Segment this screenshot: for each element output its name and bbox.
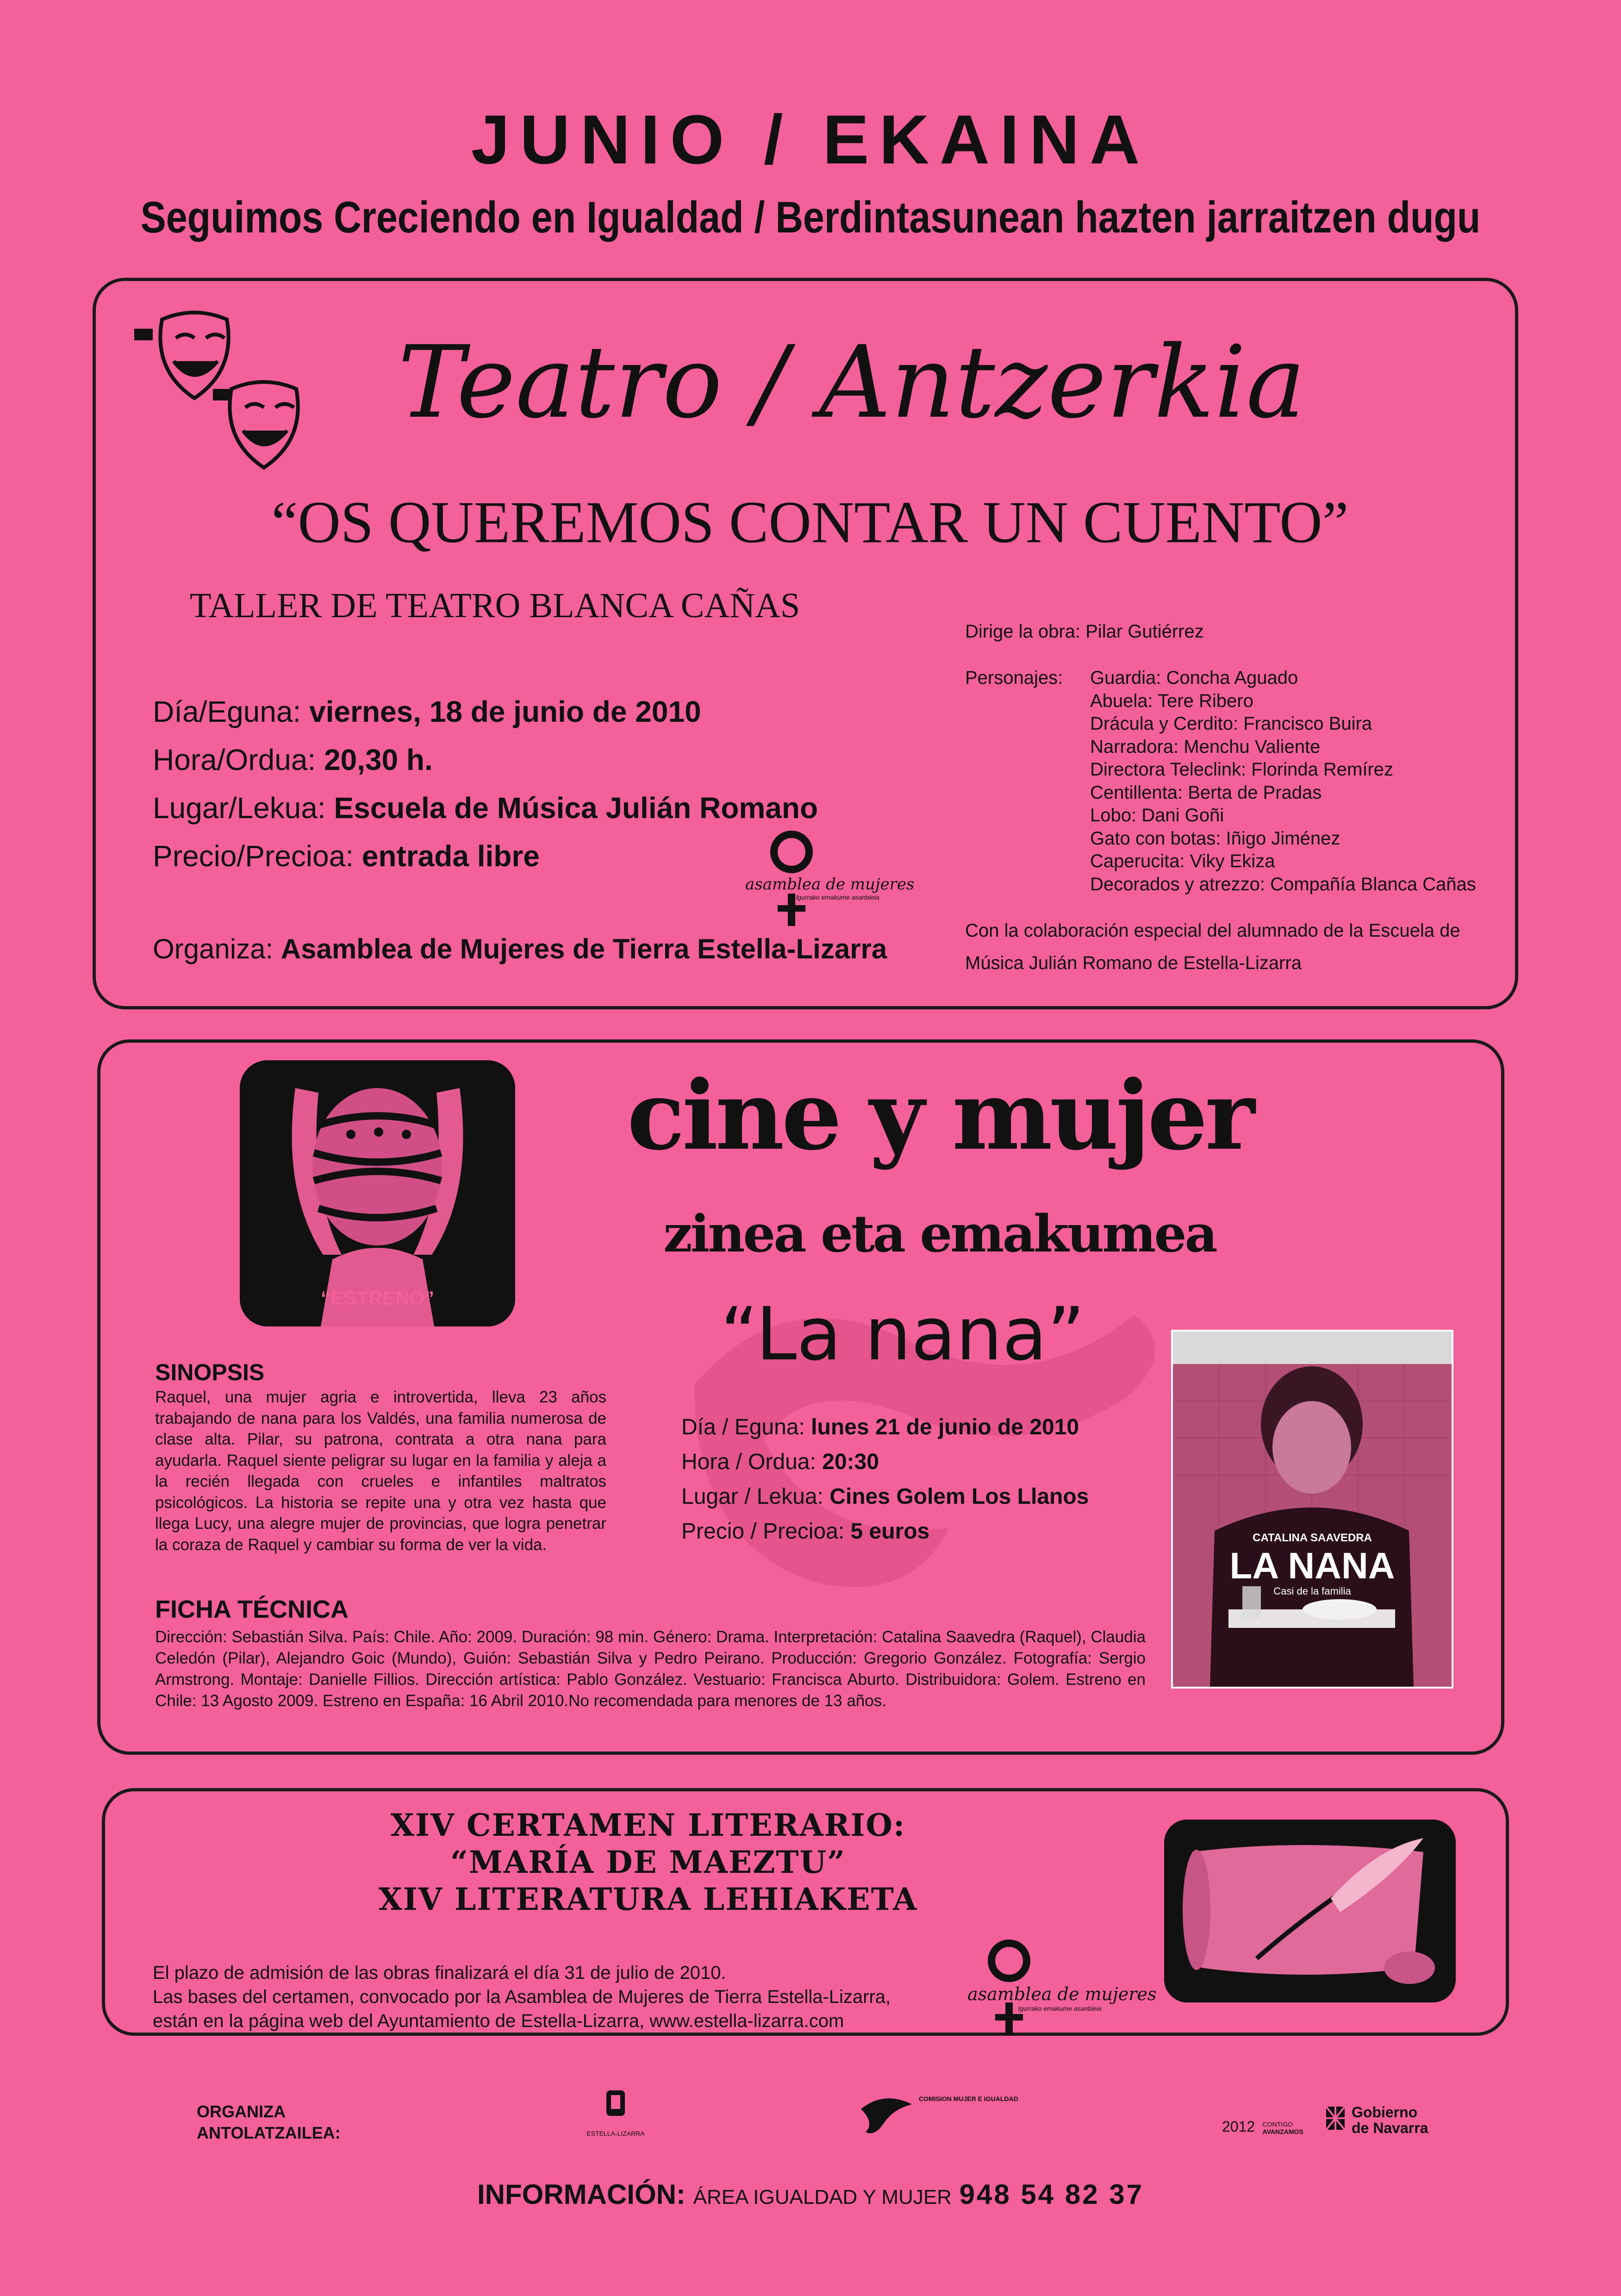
cast-item: Drácula y Cerdito: Francisco Buira bbox=[1090, 713, 1372, 734]
asamblea-logo: asamblea de mujeres lgurrako emakume asanbleia bbox=[963, 1938, 1157, 2035]
teatro-time: Hora/Ordua: 20,30 h. bbox=[153, 743, 433, 776]
certamen-line-3: XIV LITERATURA LEHIAKETA bbox=[378, 1881, 918, 1917]
gobierno-navarra-logo bbox=[1324, 2102, 1347, 2137]
navarra-shield-icon bbox=[1324, 2102, 1347, 2134]
cast-label: Personajes: bbox=[965, 668, 1063, 688]
certamen-line-2: “MARÍA DE MAEZTU” bbox=[450, 1844, 846, 1880]
poster-actress: CATALINA SAAVEDRA bbox=[1253, 1532, 1372, 1544]
collaboration-note: Con la colaboración especial del alumnado de la Escuela de Música Julián Romano de Estella-Lizarra bbox=[965, 920, 1460, 973]
cine-time: Hora / Ordua: 20:30 bbox=[681, 1450, 879, 1474]
cast-names bbox=[1090, 667, 1476, 896]
teatro-price: Precio/Precioa: entrada libre bbox=[153, 839, 540, 873]
film-poster bbox=[1171, 1330, 1453, 1689]
scroll-quill-image bbox=[1164, 1820, 1456, 2002]
cast-item: Guardia: Concha Aguado bbox=[1090, 668, 1298, 688]
cast-item: Lobo: Dani Goñi bbox=[1090, 805, 1224, 826]
cine-place: Lugar / Lekua: Cines Golem Los Llanos bbox=[681, 1484, 1089, 1509]
estreno-badge: “ESTRENO” bbox=[320, 1287, 435, 1309]
cast-item: Decorados y atrezzo: Compañía Blanca Cañas bbox=[1090, 874, 1476, 895]
cast-item: Abuela: Tere Ribero bbox=[1090, 690, 1253, 711]
ficha-text: Dirección: Sebastián Silva. País: Chile. Año: 2009. Duración: 98 min. Género: Drama. Interpretación: Catalina Saavedra (Raquel), Claudia Celedón (Pilar), Alejandro Goic (Mundo), Guión: Sebastián Silva y Pedro Peirano. Producción: Gregorio González. Fotografía: Sergio Armstrong. Montaje: Danielle Fillios. Dirección artística: Pablo González. Vestuario: Francisca Aburto. Distribuidora: Golem. Estreno en Chile: 13 Agosto 2009. Estreno en España: 16 Abril 2010.No recomendada para menores de 13 años. bbox=[155, 1628, 1146, 1710]
cast-item: Caperucita: Viky Ekiza bbox=[1090, 851, 1275, 871]
cine-title: cine y mujer bbox=[627, 1060, 1253, 1171]
cast-list bbox=[965, 620, 1521, 898]
coat-of-arms-icon bbox=[583, 2086, 648, 2127]
sponsor-2012: 2012 CONTIGO AVANZAMOS bbox=[1222, 2118, 1303, 2136]
teatro-day: Día/Eguna: viernes, 18 de junio de 2010 bbox=[153, 695, 701, 728]
certamen-line-1: XIV CERTAMEN LITERARIO: bbox=[390, 1807, 906, 1843]
ayuntamiento-logo: ESTELLA-LIZARRA bbox=[583, 2086, 648, 2146]
phone-number: 948 54 82 37 bbox=[959, 2179, 1144, 2210]
teatro-title: Teatro / Antzerkia bbox=[398, 324, 1306, 440]
ficha-heading: FICHA TÉCNICA bbox=[155, 1595, 349, 1623]
director-line: Dirige la obra: Pilar Gutiérrez bbox=[965, 621, 1204, 642]
cine-price: Precio / Precioa: 5 euros bbox=[681, 1519, 930, 1544]
cine-subtitle: zinea eta emakumea bbox=[663, 1204, 1216, 1264]
estreno-image bbox=[240, 1060, 515, 1326]
sinopsis-text: Raquel, una mujer agria e introvertida, lleva 23 años trabajando de nana para los Valdés, una familia numerosa de clase alta. Pilar, su patrona, contrata a otra nana para ayudarla. Raquel siente peligrar su lugar en la familia y aleja a la recién llegada con crueles e infantiles maltratos psicológicos. La historia se repite una y otra vez hasta que llega Lucy, una alegre mujer de provincias, que logra penetrar la coraza de Raquel y cambiar su forma de ver la vida. bbox=[155, 1388, 606, 1554]
poster-title: LA NANA bbox=[1229, 1545, 1395, 1586]
teatro-details bbox=[153, 688, 818, 880]
cine-day: Día / Eguna: lunes 21 de junio de 2010 bbox=[681, 1415, 1079, 1439]
play-title: “OS QUEREMOS CONTAR UN CUENTO” bbox=[271, 489, 1349, 555]
organizer-label: ORGANIZA ANTOLATZAILEA: bbox=[197, 2102, 341, 2142]
teatro-place: Lugar/Lekua: Escuela de Música Julián Romano bbox=[153, 791, 818, 825]
poster-subtitle: Casi de la familia bbox=[1273, 1585, 1351, 1597]
cast-item: Gato con botas: Iñigo Jiménez bbox=[1090, 828, 1340, 849]
info-line: INFORMACIÓN: ÁREA IGUALDAD Y MUJER 948 54 82 37 bbox=[477, 2179, 1144, 2210]
gobierno-navarra-text: Gobierno de Navarra bbox=[1352, 2104, 1428, 2136]
teatro-organizer: Organiza: Asamblea de Mujeres de Tierra Estella-Lizarra bbox=[153, 933, 887, 964]
sinopsis-heading: SINOPSIS bbox=[155, 1359, 265, 1385]
film-title: “La nana” bbox=[720, 1292, 1085, 1377]
cast-item: Directora Teleclink: Florinda Remírez bbox=[1090, 759, 1394, 780]
asamblea-logo: asamblea de mujeres lgurrako emakume asanbleia bbox=[745, 829, 921, 926]
certamen-text: El plazo de admisión de las obras finalizará el día 31 de julio de 2010. Las bases del certamen, convocado por la Asamblea de Mujeres de Tierra Estella-Lizarra, están en la página web del Ayuntamiento de Estella-Lizarra, www.estella-lizarra.com bbox=[153, 1963, 891, 2031]
cast-item: Centillenta: Berta de Pradas bbox=[1090, 782, 1322, 803]
theater-group: TALLER DE TEATRO BLANCA CAÑAS bbox=[190, 586, 800, 625]
cast-item: Narradora: Menchu Valiente bbox=[1090, 736, 1321, 757]
page-title: JUNIO / EKAINA bbox=[471, 100, 1150, 178]
cine-details bbox=[681, 1410, 1089, 1549]
theater-masks-icon bbox=[130, 301, 352, 488]
comision-logo: COMISION MUJER E IGUALDAD bbox=[856, 2090, 1032, 2146]
bird-icon bbox=[856, 2090, 916, 2141]
page-subtitle: Seguimos Creciendo en Igualdad / Berdintasunean hazten jarraitzen dugu bbox=[140, 193, 1481, 242]
